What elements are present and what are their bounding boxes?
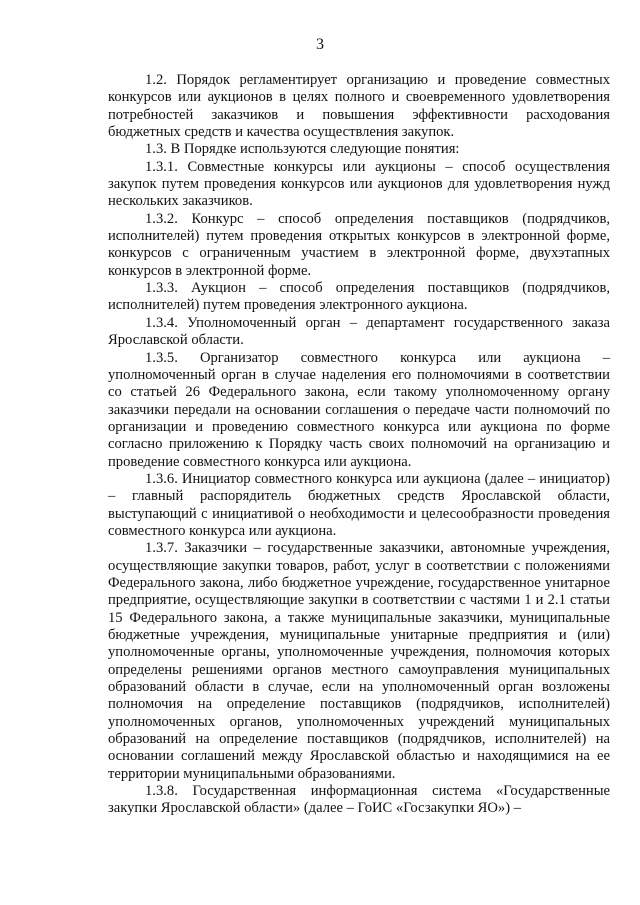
document-body: [108, 72, 610, 818]
paragraph-1-3-2: 1.3.2. Конкурс – способ определения поставщиков (подрядчиков, исполнителей) путем проведения открытых конкурсов в электронной форме, конкурсов с ограниченным участием в электронной форме, двухэтапных конкурсов в электронной форме.: [108, 210, 610, 279]
page-number: 3: [316, 36, 324, 53]
paragraph-1-3: 1.3. В Порядке используются следующие понятия:: [145, 141, 460, 158]
paragraph-1-3-4: 1.3.4. Уполномоченный орган – департамент государственного заказа Ярославской области.: [108, 314, 610, 349]
paragraph-1-3-7: 1.3.7. Заказчики – государственные заказчики, автономные учреждения, осуществляющие закупки товаров, работ, услуг в соответствии с положениями Федерального закона, либо бюджетное учреждение, государственное унитарное предприятие, осуществляющие закупки в соответствии с частями 1 и 2.1 статьи 15 Федерального закона, а также муниципальные заказчики, муниципальные бюджетные учреждения, муниципальные унитарные предприятия и (или) уполномоченные органы, уполномоченные учреждения, полномочия которых определены решениями органов местного самоуправления муниципальных образований области в случае, если на уполномоченный орган возложены полномочия на определение поставщиков (подрядчиков, исполнителей) уполномоченных органов, уполномоченных учреждений муниципальных образований на определение поставщиков (подрядчиков, исполнителей) на основании соглашений между Ярославской областью и находящимися на ее территории муниципальными образованиями.: [108, 540, 610, 782]
paragraph-1-3-1: 1.3.1. Совместные конкурсы или аукционы – способ осуществления закупок путем проведения конкурсов или аукционов для удовлетворения нужд нескольких заказчиков.: [108, 158, 610, 210]
paragraph-1-3-8: 1.3.8. Государственная информационная система «Государственные закупки Ярославской области» (далее – ГоИС «Госзакупки ЯО») –: [108, 783, 610, 817]
paragraph-1-3-3: 1.3.3. Аукцион – способ определения поставщиков (подрядчиков, исполнителей) путем проведения электронного аукциона.: [108, 280, 610, 314]
paragraph-1-3-6: 1.3.6. Инициатор совместного конкурса или аукциона (далее – инициатор) – главный распорядитель бюджетных средств Ярославской области, выступающий с инициативой о необходимости и целесообразности проведения совместного конкурса или аукциона.: [108, 470, 610, 539]
paragraph-1-2: 1.2. Порядок регламентирует организацию и проведение совместных конкурсов или аукционов в целях полного и своевременного удовлетворения потребностей заказчиков и повышения эффективности расходования бюджетных средств и качества осуществления закупок.: [108, 72, 610, 141]
paragraph-1-3-5: 1.3.5. Организатор совместного конкурса или аукциона – уполномоченный орган в случае наделения его полномочиями в соответствии со статьей 26 Федерального закона, если такому уполномоченному органу заказчики передали на основании соглашения о передаче части полномочий по организации и проведению совместного конкурса или аукциона по форме согласно приложению к Порядку часть своих полномочий на организацию и проведение совместного конкурса или аукциона.: [108, 349, 610, 470]
